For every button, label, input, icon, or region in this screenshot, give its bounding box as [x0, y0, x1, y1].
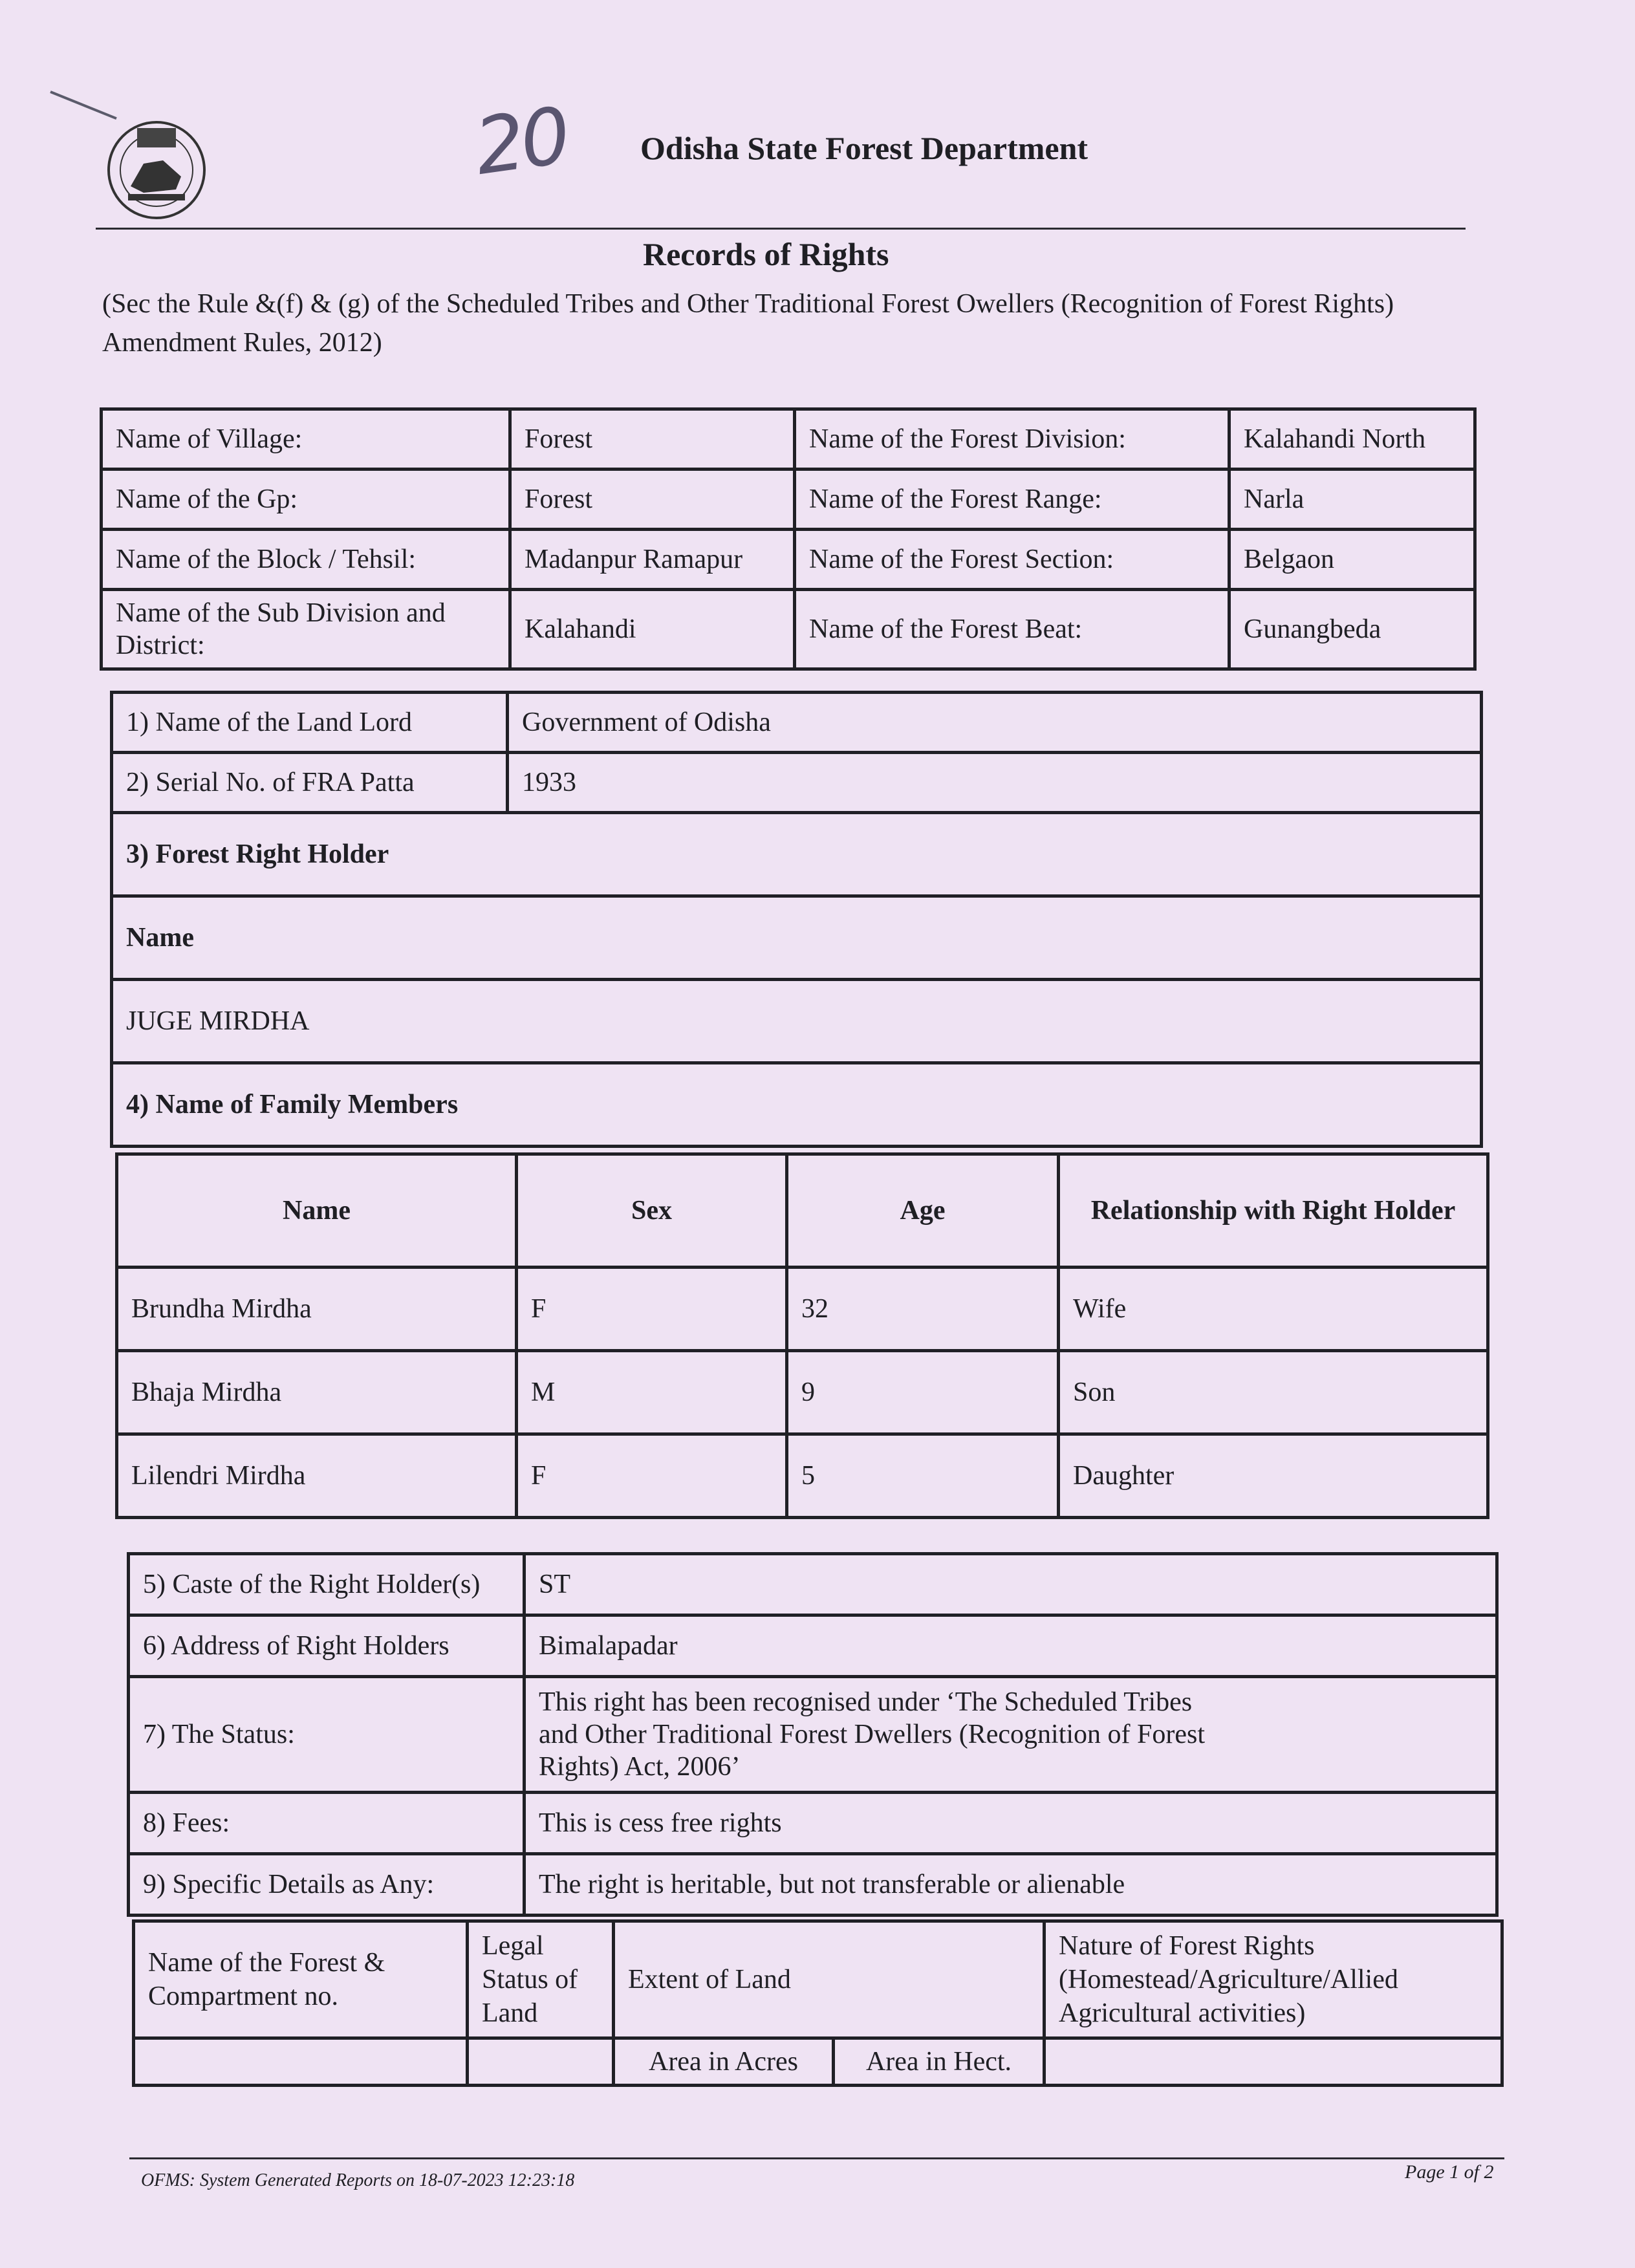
member-sex: F — [517, 1434, 787, 1518]
table-row — [102, 590, 1475, 669]
page-number: Page 1 of 2 — [1405, 2161, 1494, 2183]
department-title: Odisha State Forest Department — [640, 130, 1088, 166]
table-row — [129, 1854, 1497, 1916]
column-header-sex: Sex — [517, 1154, 787, 1268]
member-age: 9 — [787, 1351, 1059, 1434]
member-relationship: Son — [1059, 1351, 1488, 1434]
table-row — [129, 1793, 1497, 1854]
table-row — [117, 1268, 1488, 1351]
forest-range-label: Name of the Forest Range: — [795, 470, 1229, 530]
area-acres-header: Area in Acres — [614, 2038, 834, 2086]
caste-label: 5) Caste of the Right Holder(s) — [129, 1554, 525, 1615]
column-header-age: Age — [787, 1154, 1059, 1268]
member-name: Brundha Mirdha — [117, 1268, 517, 1351]
specific-details-value: The right is heritable, but not transferable or alienable — [525, 1854, 1497, 1916]
subdivision-label: Name of the Sub Division and District: — [102, 590, 510, 669]
table-row — [102, 409, 1475, 470]
address-label: 6) Address of Right Holders — [129, 1615, 525, 1677]
village-value: Forest — [510, 409, 795, 470]
table-row — [112, 896, 1482, 980]
member-relationship: Daughter — [1059, 1434, 1488, 1518]
table-row — [112, 1063, 1482, 1147]
empty-cell — [1045, 2038, 1502, 2086]
member-name: Lilendri Mirdha — [117, 1434, 517, 1518]
member-sex: F — [517, 1268, 787, 1351]
subdivision-value: Kalahandi — [510, 590, 795, 669]
forest-section-value: Belgaon — [1229, 530, 1475, 590]
member-sex: M — [517, 1351, 787, 1434]
table-row — [129, 1554, 1497, 1615]
gp-label: Name of the Gp: — [102, 470, 510, 530]
column-header-relationship: Relationship with Right Holder — [1059, 1154, 1488, 1268]
status-label: 7) The Status: — [129, 1677, 525, 1793]
land-table — [132, 1919, 1504, 2087]
gp-value: Forest — [510, 470, 795, 530]
table-row — [117, 1434, 1488, 1518]
family-heading: 4) Name of Family Members — [112, 1063, 1482, 1147]
details-table — [127, 1552, 1499, 1917]
family-table — [115, 1152, 1489, 1519]
village-label: Name of Village: — [102, 409, 510, 470]
table-header-row — [134, 1921, 1502, 2038]
member-age: 5 — [787, 1434, 1059, 1518]
table-row — [102, 530, 1475, 590]
forest-range-value: Narla — [1229, 470, 1475, 530]
table-row — [112, 693, 1482, 753]
address-value: Bimalapadar — [525, 1615, 1497, 1677]
table-subheader-row — [134, 2038, 1502, 2086]
table-row — [112, 813, 1482, 896]
forest-compartment-header: Name of the Forest & Compartment no. — [134, 1921, 468, 2038]
legal-status-header: Legal Status of Land — [468, 1921, 614, 2038]
forest-section-label: Name of the Forest Section: — [795, 530, 1229, 590]
rule-note: (Sec the Rule &(f) & (g) of the Scheduled Tribes and Other Traditional Forest Owellers (Recognition of Forest Rights) Amendment Rules, 2012) — [102, 289, 1394, 358]
generated-timestamp: OFMS: System Generated Reports on 18-07-2023 12:23:18 — [141, 2170, 575, 2190]
footer-divider — [129, 2157, 1504, 2159]
member-age: 32 — [787, 1268, 1059, 1351]
name-heading: Name — [112, 896, 1482, 980]
empty-cell — [134, 2038, 468, 2086]
empty-cell — [468, 2038, 614, 2086]
specific-details-label: 9) Specific Details as Any: — [129, 1854, 525, 1916]
table-row — [112, 980, 1482, 1063]
serial-label: 2) Serial No. of FRA Patta — [112, 753, 508, 813]
table-row — [117, 1351, 1488, 1434]
holder-table — [110, 691, 1483, 1148]
handwritten-number: 20 — [470, 91, 572, 193]
fees-value: This is cess free rights — [525, 1793, 1497, 1854]
block-value: Madanpur Ramapur — [510, 530, 795, 590]
table-header-row — [117, 1154, 1488, 1268]
land-lord-value: Government of Odisha — [508, 693, 1482, 753]
odisha-emblem-icon — [105, 115, 208, 225]
table-row — [129, 1615, 1497, 1677]
block-label: Name of the Block / Tehsil: — [102, 530, 510, 590]
member-relationship: Wife — [1059, 1268, 1488, 1351]
extent-header: Extent of Land — [614, 1921, 1045, 2038]
nature-header: Nature of Forest Rights (Homestead/Agriculture/Allied Agricultural activities) — [1045, 1921, 1502, 2038]
fees-label: 8) Fees: — [129, 1793, 525, 1854]
table-row — [129, 1677, 1497, 1793]
forest-division-value: Kalahandi North — [1229, 409, 1475, 470]
location-table — [100, 407, 1477, 671]
serial-value: 1933 — [508, 753, 1482, 813]
forest-division-label: Name of the Forest Division: — [795, 409, 1229, 470]
member-name: Bhaja Mirdha — [117, 1351, 517, 1434]
right-holder-heading: 3) Forest Right Holder — [112, 813, 1482, 896]
status-value: This right has been recognised under ‘The Scheduled Tribes and Other Traditional Forest Dwellers (Recognition of Forest Rights) Act, 2006’ — [525, 1677, 1497, 1793]
forest-beat-value: Gunangbeda — [1229, 590, 1475, 669]
document-title: Records of Rights — [643, 236, 889, 272]
table-row — [112, 753, 1482, 813]
header-divider — [96, 228, 1466, 230]
forest-beat-label: Name of the Forest Beat: — [795, 590, 1229, 669]
holder-name-value: JUGE MIRDHA — [112, 980, 1482, 1063]
table-row — [102, 470, 1475, 530]
caste-value: ST — [525, 1554, 1497, 1615]
area-hect-header: Area in Hect. — [834, 2038, 1045, 2086]
column-header-name: Name — [117, 1154, 517, 1268]
land-lord-label: 1) Name of the Land Lord — [112, 693, 508, 753]
